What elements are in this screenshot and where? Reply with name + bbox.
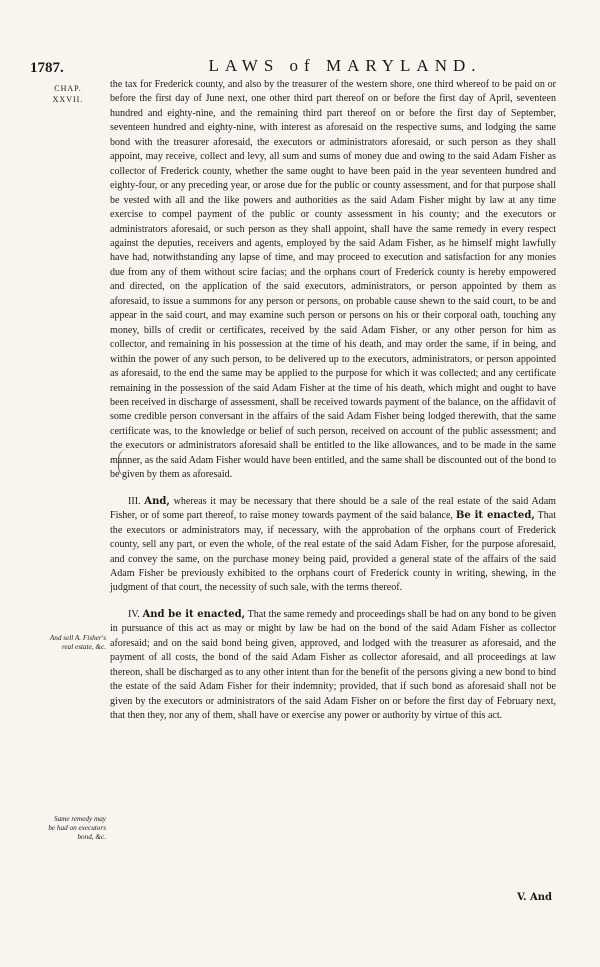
section-text-a: whereas it may be necessary that there should be a sale of the real estate of the said Adam Fisher, or of some part thereof, to raise money towards payment of the said balance, xyxy=(110,495,556,522)
blackletter-enacted: And be it enacted, xyxy=(142,608,246,620)
blackletter-and: And, xyxy=(144,495,170,507)
section-number: IV. xyxy=(128,608,140,620)
body-text xyxy=(110,78,556,723)
paragraph-continuation: the tax for Frederick county, and also by the treasurer of the western shore, one third whereof to be paid on or before the first day of June next, one other third part thereof on or before the first day of April, seventeen hundred and eighty-nine, and the remaining third part thereof on or before the first day of September, seventeen hundred and eighty-nine, with interest as aforesaid on the respective sums, and lodging the same bond with the treasurer aforesaid, the executors or administrators aforesaid, or such person as they shall appoint, may receive, collect and levy, all sum and sums of money due and owing to the said Adam Fisher as collector of Frederick county, whether the same ought to have been paid in the year seventeen hundred and eighty-four, or any preceding year, or arose due for the public or county assessment, and for that purpose shall be vested with all and the like powers and authorities as the said Adam Fisher might by law at any time exercise to compel payment of the public or county assessment in his county; and the executors or administrators aforesaid, or such person as they shall appoint, shall have the same remedy in every respect against the deputies, receivers and agents, employed by the said Adam Fisher, as he himself might lawfully have had, notwithstanding any lapse of time, and may proceed to execution and satisfaction for any monies due from any of them without scire facias; and the orphans court of Frederick county is hereby empowered and directed, on the application of the said executors, administrators, or person appointed by them as aforesaid, to issue a summons for any person or persons, on probable cause shewn to the said court, to be and appear in the said court, and may examine such person or persons on his or their corporal oath, touching any money, bills of credit or certificates, received by the said Adam Fisher, or any other person for him as collector, and remaining in his possession at the time of his death, and may order the same, if in being, and within the power of any such person, to be delivered up to the executors, administrators, or person appointed as aforesaid, to the end the same may be applied to the purpose for which it was collected; and any certificate remaining in the possession of the said Adam Fisher at the time of his death, which might and ought to have been received in discharge of assessment, shall be received towards payment of the balance, on the affidavit of some credible person conversant in the affairs of the said Adam Fisher being lodged therewith, that the same certificate was, to the knowledge or belief of such person, received on account of the public assessment; and the executors or administrators aforesaid shall be entitled to the like allowances, and to be made in the same manner, as the said Adam Fisher would have been entitled, and the same shall be discounted out of the bond to be given by them as aforesaid. xyxy=(110,79,556,481)
paragraph-section-4 xyxy=(110,608,556,724)
blackletter-enacted: Be it enacted, xyxy=(455,510,535,522)
paragraph-section-3 xyxy=(110,495,556,596)
page-title: LAWS of MARYLAND. xyxy=(208,56,482,75)
catchword: V. And xyxy=(517,892,552,903)
page-year: 1787. xyxy=(30,60,64,76)
section-text-b: That the executors or administrators may, if necessary, with the approbation of the orphans court of Frederick county, sell any part, or even the whole, of the real estate of the said Adam Fisher, for the purpose aforesaid, and convey the same, on the purchase money being paid, provided a general state of the affairs of the said Adam Fisher be previously exhibited to the orphans court of Frederick county in writing, shewing, in the judgment of that court, the necessity of such sale, with the terms thereof. xyxy=(110,510,556,594)
margin-note-same-remedy: Same remedy may be had on executors bond, &c. xyxy=(48,815,106,841)
chapter-label: CHAP. XXVII. xyxy=(52,84,84,104)
section-text: That the same remedy and proceedings shall be had on any bond to be given in pursuance of this act as may or might by law be had on the bond of the said Adam Fisher as collector aforesaid; and on the said bond being given, approved, and lodged with the treasurer as aforesaid, and the payment of all costs, the bond of the said Adam Fisher as collector aforesaid, and all proceedings at law thereon, shall be discharged as to any other intent than for the benefit of the persons giving a new bond to bind the estate of the said Adam Fisher for their indemnity; provided, that if such bond as aforesaid shall not be given by the executors or administrators of the said Adam Fisher on or before the first day of February next, that then they, nor any of them, shall have or exercise any power or authority by virtue of this act. xyxy=(110,608,556,722)
margin-note-sell-estate: And sell A. Fisher's real estate, &c. xyxy=(49,634,106,651)
section-number: III. xyxy=(128,495,141,507)
